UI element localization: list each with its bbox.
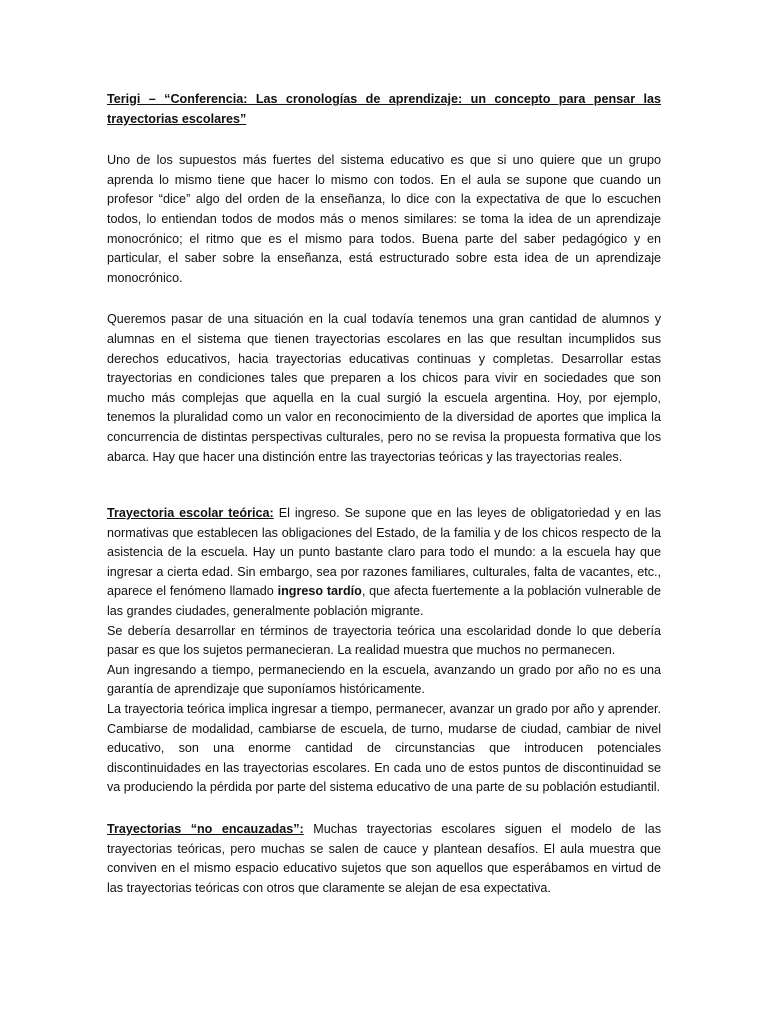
teorica-line-permanencia: Se debería desarrollar en términos de trayectoria teórica una escolaridad donde lo que debería pasar es que los sujetos permanecieran. La realidad muestra que muchos no permanecen. xyxy=(107,623,661,658)
ingreso-tardio-emphasis: ingreso tardío xyxy=(277,584,362,599)
teorica-text-part2: , que afecta fuertemente a la población vulnerable de las grandes ciudades, generalmente población migrante. xyxy=(107,584,661,619)
teorica-text-part1: El ingreso. Se supone que en las leyes de obligatoriedad y en las normativas que establecen las obligaciones del Estado, de la familia y de los chicos respecto de la asistencia de la escuela. Hay un punto bastante claro para todo el mundo: a la escuela hay que ingresar a cierta edad. Sin embargo, sea por razones familiares, culturales, falta de vacantes, etc., aparece el fenómeno llamado xyxy=(107,506,661,599)
teorica-line-garantia: Aun ingresando a tiempo, permaneciendo en la escuela, avanzando un grado por año no es una garantía de aprendizaje que suponíamos históricamente. xyxy=(107,662,661,697)
section-no-encauzadas xyxy=(107,820,661,898)
document-page xyxy=(107,90,661,920)
section-label-teorica: Trayectoria escolar teórica: xyxy=(107,506,274,521)
document-title: Terigi – “Conferencia: Las cronologías de aprendizaje: un concepto para pensar las trayectorias escolares” xyxy=(107,92,661,126)
paragraph-trayectorias: Queremos pasar de una situación en la cual todavía tenemos una gran cantidad de alumnos y alumnas en el sistema que tienen trayectorias escolares en las que resultan incumplidos sus derechos educativos, hacia trayectorias educativas continuas y completas. Desarrollar estas trayectorias en condiciones tales que preparen a los chicos para vivir en sociedades que son mucho más complejas que aquella en la cual surgió la escuela argentina. Hoy, por ejemplo, tenemos la pluralidad como un valor en reconocimiento de la diversidad de aportes que implica la concurrencia de distintas perspectivas culturales, pero no se revisa la propuesta formativa que los abarca. Hay que hacer una distinción entre las trayectorias teóricas y las trayectorias reales. xyxy=(107,312,661,464)
paragraph-monocronico: Uno de los supuestos más fuertes del sistema educativo es que si uno quiere que un grupo aprenda lo mismo tiene que hacer lo mismo con todos. En el aula se supone que cuando un profesor “dice” algo del orden de la enseñanza, lo dice con la expectativa de que lo escuchen todos, lo entiendan todos de modos más o menos similares: se toma la idea de un aprendizaje monocrónico; el ritmo que es el mismo para todos. Buena parte del saber pedagógico y en particular, el saber sobre la enseñanza, está estructurado sobre esta idea de un aprendizaje monocrónico. xyxy=(107,153,661,285)
teorica-line-implica: La trayectoria teórica implica ingresar a tiempo, permanecer, avanzar un grado por año y aprender. Cambiarse de modalidad, cambiarse de escuela, de turno, mudarse de ciudad, cambiar de nivel educativo, son una enorme cantidad de circunstancias que introducen potenciales discontinuidades en las trayectorias escolares. En cada uno de estos puntos de discontinuidad se va produciendo la pérdida por parte del sistema educativo de una parte de su población estudiantil. xyxy=(107,702,661,795)
section-trayectoria-teorica xyxy=(107,504,661,798)
no-encauzadas-text: Muchas trayectorias escolares siguen el modelo de las trayectorias teóricas, pero muchas se salen de cauce y plantean desafíos. El aula muestra que conviven en el mismo espacio educativo sujetos que son aquellos que esperábamos en virtud de las trayectorias teóricas con otros que claramente se alejan de esa expectativa. xyxy=(107,822,662,895)
section-label-no-encauzadas: Trayectorias “no encauzadas”: xyxy=(107,822,304,836)
